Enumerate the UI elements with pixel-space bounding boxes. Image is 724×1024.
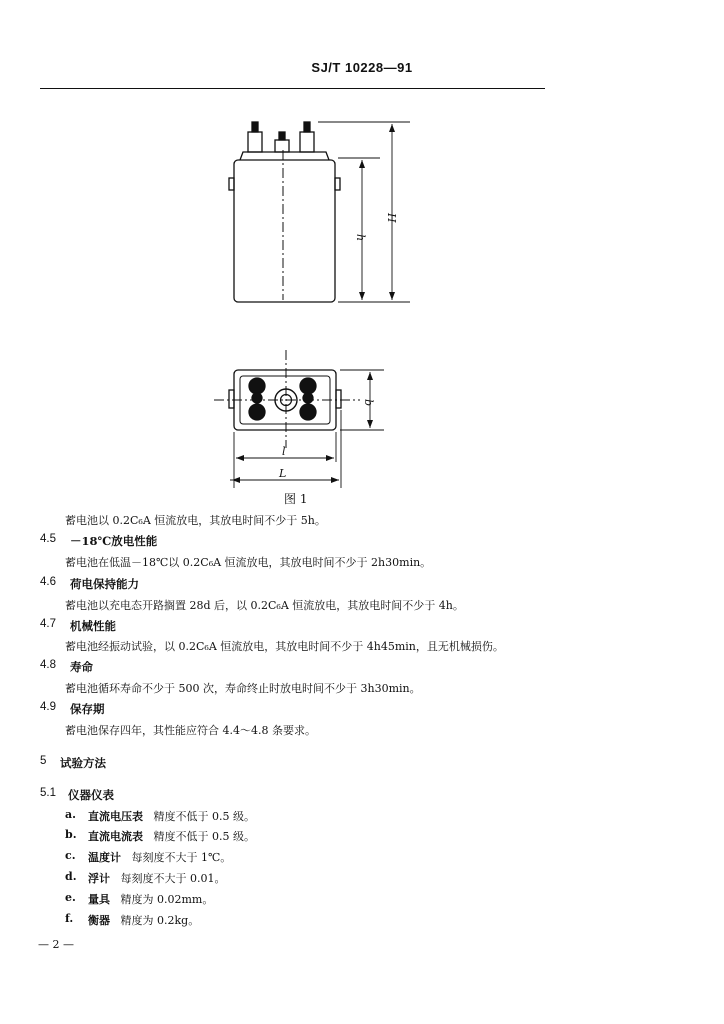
top-view-outline xyxy=(234,370,336,430)
battery-top-view xyxy=(214,350,384,488)
figure-1-drawing xyxy=(0,0,724,500)
label-H: H xyxy=(385,213,398,223)
section-number: 4.9 xyxy=(40,701,56,713)
list-item xyxy=(88,808,255,824)
standard-code-header: SJ/T 10228—91 xyxy=(311,60,413,75)
terminal-right xyxy=(300,132,314,152)
list-item xyxy=(88,870,226,886)
section-number: 4.8 xyxy=(40,659,56,671)
label-h: h xyxy=(354,234,367,242)
list-item-letter: f. xyxy=(65,912,74,925)
section-title: 机械性能 xyxy=(70,619,116,633)
section-title: －18℃放电性能 xyxy=(70,534,158,548)
instrument-name: 量具 xyxy=(88,893,110,906)
paragraph: 蓄电池在低温－18℃以 0.2C₆A 恒流放电，其放电时间不少于 2h30min。 xyxy=(65,556,432,569)
instrument-name: 浮计 xyxy=(88,872,110,885)
section-number: 5 xyxy=(40,755,47,767)
instrument-spec: 精度为 0.2kg。 xyxy=(120,914,200,927)
instrument-name: 直流电流表 xyxy=(88,830,143,843)
page-number: — 2 — xyxy=(38,938,74,951)
list-item-letter: b. xyxy=(65,828,77,841)
section-number: 5.1 xyxy=(40,787,56,799)
instrument-spec: 精度不低于 0.5 级。 xyxy=(153,810,255,823)
section-title: 试验方法 xyxy=(60,756,106,770)
label-L: L xyxy=(279,467,287,480)
section-number: 4.5 xyxy=(40,533,56,545)
instrument-spec: 精度不低于 0.5 级。 xyxy=(153,830,255,843)
list-item-letter: c. xyxy=(65,849,76,862)
section-title: 寿命 xyxy=(70,660,93,674)
battery-body xyxy=(234,160,335,302)
paragraph: 蓄电池以充电态开路搁置 28d 后，以 0.2C₆A 恒流放电，其放电时间不少于 4h。 xyxy=(65,599,464,612)
instrument-spec: 精度为 0.02mm。 xyxy=(120,893,214,906)
paragraph: 蓄电池保存四年，其性能应符合 4.4～4.8 条要求。 xyxy=(65,724,316,737)
list-item-letter: d. xyxy=(65,870,77,883)
terminal-neg-1 xyxy=(249,404,265,420)
list-item xyxy=(88,849,231,865)
section-title: 仪器仪表 xyxy=(68,788,114,802)
instrument-spec: 每刻度不大于 1℃。 xyxy=(131,851,232,864)
figure-caption: 图 1 xyxy=(284,492,308,506)
section-number: 4.6 xyxy=(40,576,56,588)
list-item-letter: e. xyxy=(65,891,76,904)
terminal-pos-1 xyxy=(249,378,265,394)
paragraph: 蓄电池经振动试验，以 0.2C₆A 恒流放电，其放电时间不少于 4h45min，且无机械损伤。 xyxy=(65,640,504,653)
label-l: l xyxy=(282,445,286,458)
list-item xyxy=(88,912,199,928)
paragraph-continuation: 蓄电池以 0.2C₆A 恒流放电，其放电时间不少于 5h。 xyxy=(65,514,326,527)
battery-lid xyxy=(240,152,329,160)
battery-side-view xyxy=(229,122,410,302)
right-lug xyxy=(335,178,340,190)
section-title: 荷电保持能力 xyxy=(70,577,139,591)
paragraph: 蓄电池循环寿命不少于 500 次，寿命终止时放电时间不少于 3h30min。 xyxy=(65,682,421,695)
instrument-name: 直流电压表 xyxy=(88,810,143,823)
section-number: 4.7 xyxy=(40,618,56,630)
instrument-name: 温度计 xyxy=(88,851,121,864)
instrument-name: 衡器 xyxy=(88,914,110,927)
instrument-spec: 每刻度不大于 0.01。 xyxy=(120,872,226,885)
left-lug xyxy=(229,178,234,190)
terminal-pos-2 xyxy=(300,378,316,394)
label-b: b xyxy=(362,399,375,407)
list-item xyxy=(88,828,255,844)
terminal-left xyxy=(248,132,262,152)
list-item xyxy=(88,891,213,907)
terminal-neg-2 xyxy=(300,404,316,420)
section-title: 保存期 xyxy=(70,702,105,716)
list-item-letter: a. xyxy=(65,808,76,821)
vent-cap xyxy=(275,140,289,152)
